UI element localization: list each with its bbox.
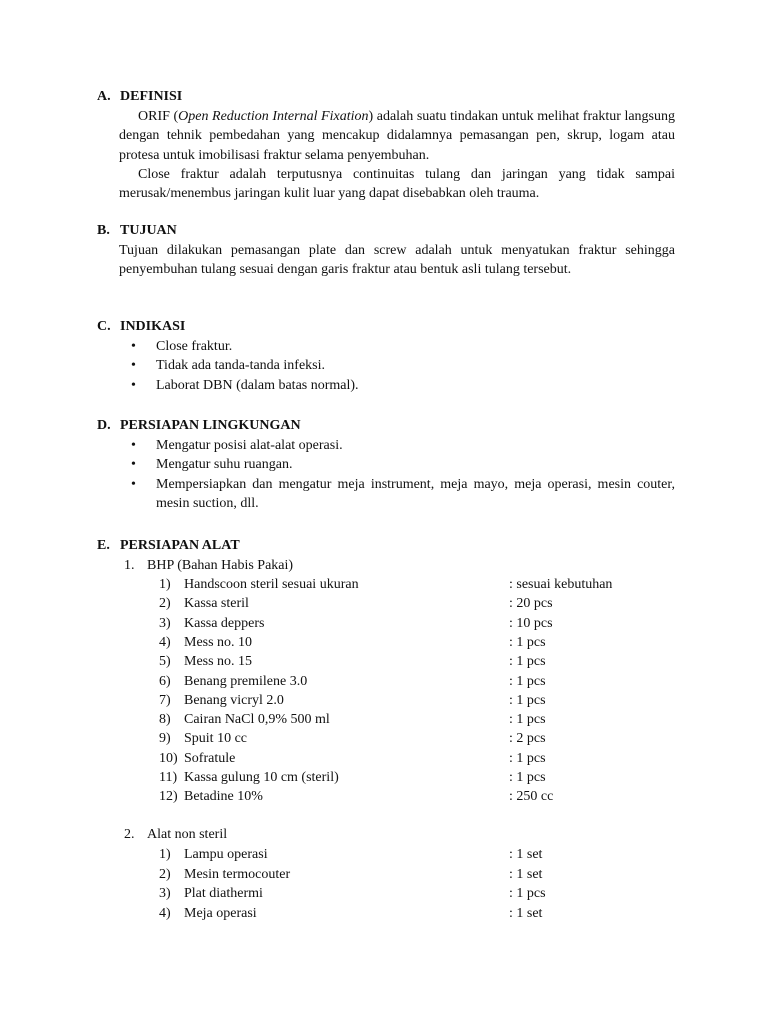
list-item xyxy=(97,356,675,375)
item-quantity: : 20 pcs xyxy=(509,596,553,612)
section-heading xyxy=(97,536,675,556)
item-name: Kassa steril xyxy=(184,596,249,612)
environment-list xyxy=(97,436,675,513)
equipment-row xyxy=(159,729,679,748)
equipment-row xyxy=(159,865,679,884)
item-number: 6) xyxy=(159,673,171,689)
equipment-row xyxy=(159,614,679,633)
item-name: Betadine 10% xyxy=(184,789,263,805)
list-item-text: Mengatur posisi alat-alat operasi. xyxy=(156,438,343,453)
section-letter: B. xyxy=(97,223,110,238)
item-name: Cairan NaCl 0,9% 500 ml xyxy=(184,712,330,728)
item-quantity: : 1 set xyxy=(509,847,543,862)
list-item xyxy=(97,337,675,356)
item-quantity: : 1 set xyxy=(509,905,543,921)
item-number: 5) xyxy=(159,654,171,670)
group-heading-non-steril xyxy=(124,825,227,844)
item-name: Kassa deppers xyxy=(184,615,265,631)
bullet-icon: • xyxy=(131,339,136,354)
item-number: 4) xyxy=(159,634,171,650)
bullet-icon: • xyxy=(131,476,136,492)
equipment-row xyxy=(159,845,679,864)
item-number: 1) xyxy=(159,847,171,862)
section-definisi xyxy=(97,87,675,203)
item-number: 12) xyxy=(159,789,178,805)
item-name: Spuit 10 cc xyxy=(184,731,247,747)
list-item xyxy=(97,376,675,395)
equipment-row xyxy=(159,768,679,787)
equipment-row xyxy=(159,904,679,923)
bullet-icon: • xyxy=(131,358,136,374)
section-letter: C. xyxy=(97,319,111,334)
item-name: Kassa gulung 10 cm (steril) xyxy=(184,770,339,785)
list-item-text: Mengatur suhu ruangan. xyxy=(156,457,293,473)
item-quantity: : 1 pcs xyxy=(509,770,546,785)
equipment-row xyxy=(159,749,679,768)
item-number: 3) xyxy=(159,615,171,631)
item-name: Mess no. 10 xyxy=(184,634,253,650)
section-title: DEFINISI xyxy=(120,89,183,104)
item-quantity: : 10 pcs xyxy=(509,615,553,631)
group-number: 2. xyxy=(124,827,135,842)
item-quantity: : 1 pcs xyxy=(509,692,546,708)
bullet-icon: • xyxy=(131,377,136,393)
list-item-text: Laborat DBN (dalam batas normal). xyxy=(156,377,359,393)
item-quantity: : 2 pcs xyxy=(509,731,546,747)
section-persiapan-lingkungan xyxy=(97,416,675,513)
close-fracture-paragraph: Close fraktur adalah terputusnya continuitas tulang dan jaringan yang tidak sampai merusak/menembus jaringan kulit luar yang dapat disebabkan oleh trauma. xyxy=(119,166,675,202)
section-heading xyxy=(97,221,675,241)
section-persiapan-alat xyxy=(97,536,675,556)
group-title: BHP (Bahan Habis Pakai) xyxy=(147,558,294,573)
list-item xyxy=(97,436,675,455)
item-name: Sofratule xyxy=(184,750,236,766)
section-letter: A. xyxy=(97,89,111,104)
item-number: 2) xyxy=(159,866,171,882)
item-number: 7) xyxy=(159,692,171,708)
equipment-row xyxy=(159,710,679,729)
item-name: Mesin termocouter xyxy=(184,866,291,882)
item-number: 4) xyxy=(159,905,171,921)
definition-paragraph xyxy=(119,107,675,165)
group-heading-bhp xyxy=(124,556,293,575)
section-heading xyxy=(97,416,675,436)
group-title: Alat non steril xyxy=(147,827,228,842)
item-quantity: : 1 pcs xyxy=(509,654,546,670)
section-heading xyxy=(97,317,675,337)
section-indikasi xyxy=(97,317,675,395)
equipment-row xyxy=(159,691,679,710)
section-heading xyxy=(97,87,675,107)
item-name: Handscoon steril sesuai ukuran xyxy=(184,577,359,592)
equipment-row xyxy=(159,787,679,806)
purpose-paragraph: Tujuan dilakukan pemasangan plate dan screw adalah untuk menyatukan fraktur sehingga penyembuhan tulang sesuai dengan garis fraktur atau bentuk asli tulang tersebut. xyxy=(119,243,675,278)
list-item-text: Tidak ada tanda-tanda infeksi. xyxy=(156,358,325,374)
item-number: 3) xyxy=(159,886,171,901)
list-item-text: Mempersiapkan dan mengatur meja instrument, meja mayo, meja operasi, mesin couter, mesin suction, dll. xyxy=(156,476,675,511)
equipment-row xyxy=(159,652,679,671)
section-letter: E. xyxy=(97,538,110,553)
group-number: 1. xyxy=(124,558,135,573)
item-quantity: : sesuai kebutuhan xyxy=(509,577,613,592)
item-number: 11) xyxy=(159,770,178,785)
item-number: 8) xyxy=(159,712,171,728)
item-number: 9) xyxy=(159,731,171,747)
list-item-text: Close fraktur. xyxy=(156,339,233,354)
section-letter: D. xyxy=(97,418,111,433)
item-name: Meja operasi xyxy=(184,905,257,921)
italic-term: Open Reduction Internal Fixation xyxy=(178,109,369,124)
item-quantity: : 250 cc xyxy=(509,789,554,805)
section-title: PERSIAPAN LINGKUNGAN xyxy=(120,418,301,433)
item-name: Benang vicryl 2.0 xyxy=(184,692,284,708)
section-title: PERSIAPAN ALAT xyxy=(120,538,240,553)
section-title: INDIKASI xyxy=(120,319,186,334)
equipment-row xyxy=(159,575,679,594)
equipment-row xyxy=(159,633,679,652)
item-quantity: : 1 pcs xyxy=(509,673,546,689)
item-quantity: : 1 pcs xyxy=(509,750,546,766)
section-tujuan xyxy=(97,221,675,280)
equipment-row xyxy=(159,594,679,613)
list-item xyxy=(97,455,675,474)
item-quantity: : 1 pcs xyxy=(509,886,546,901)
item-name: Plat diathermi xyxy=(184,886,263,901)
item-number: 10) xyxy=(159,750,178,766)
item-number: 1) xyxy=(159,577,171,592)
bullet-icon: • xyxy=(131,438,136,453)
item-number: 2) xyxy=(159,596,171,612)
text-fragment: ) adalah suatu tindakan untuk melihat fraktur langsung dengan tehnik pembedahan yang mencakup didalamnya pemasangan pen, skrup, logam atau protesa untuk imobilisasi fraktur selama penyembuhan. xyxy=(119,109,675,163)
equipment-row xyxy=(159,672,679,691)
equipment-row xyxy=(159,884,679,903)
list-item xyxy=(97,475,675,514)
item-quantity: : 1 pcs xyxy=(509,634,546,650)
item-name: Lampu operasi xyxy=(184,847,268,862)
indication-list xyxy=(97,337,675,395)
bullet-icon: • xyxy=(131,457,136,473)
item-name: Benang premilene 3.0 xyxy=(184,673,308,689)
item-quantity: : 1 set xyxy=(509,866,543,882)
text-fragment: ORIF ( xyxy=(138,109,179,124)
section-title: TUJUAN xyxy=(120,223,177,238)
item-quantity: : 1 pcs xyxy=(509,712,546,728)
item-name: Mess no. 15 xyxy=(184,654,253,670)
